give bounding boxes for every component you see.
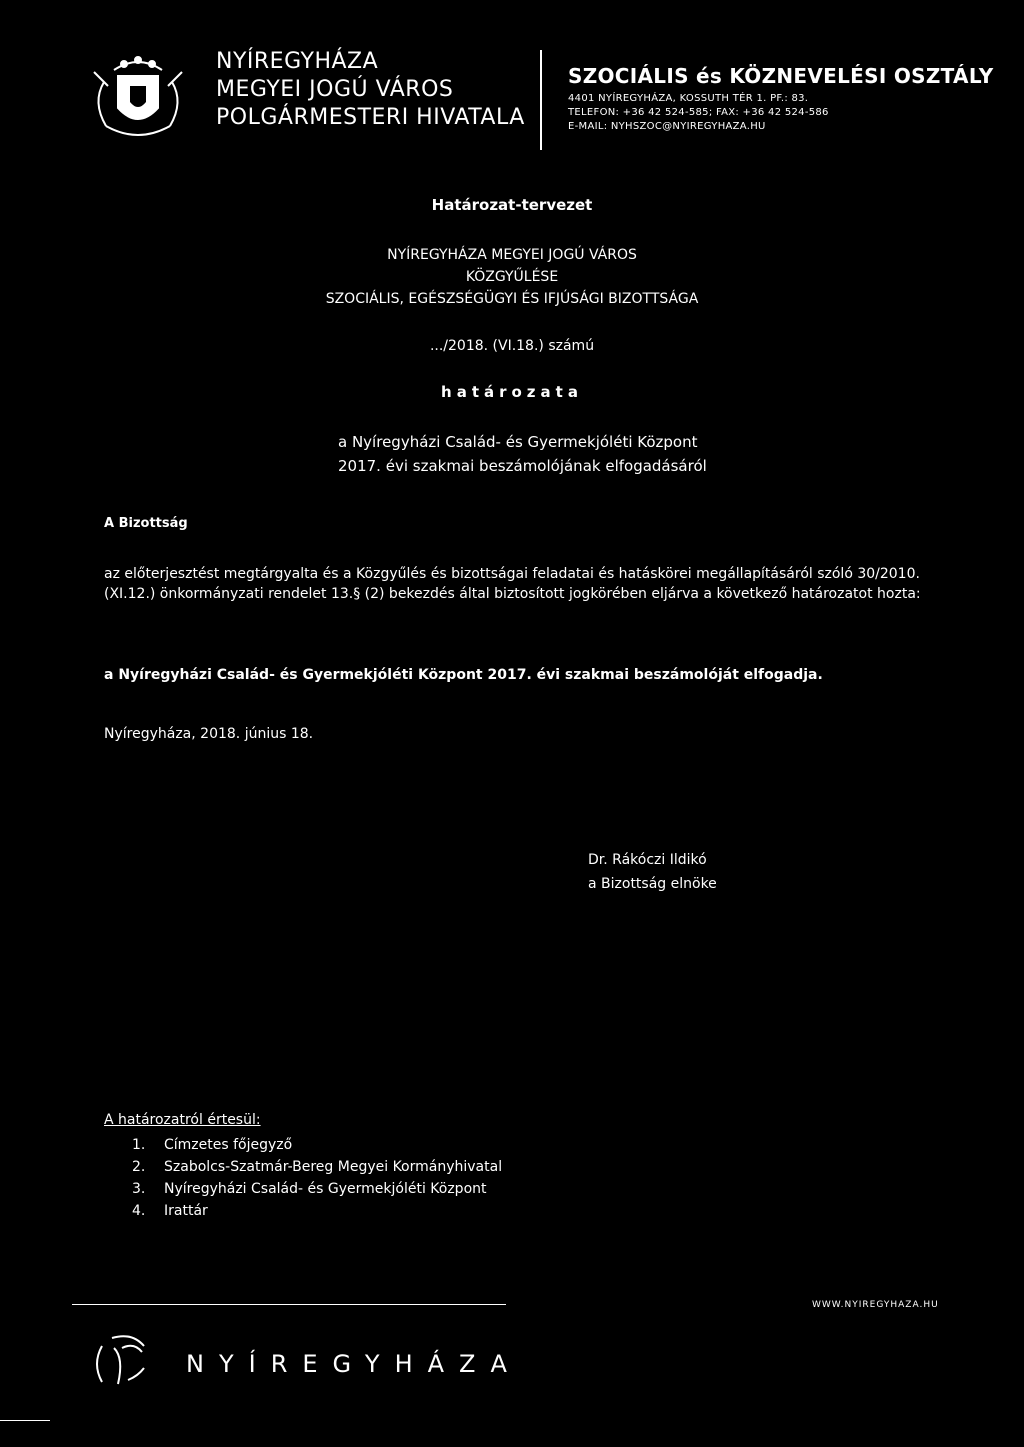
department-title: SZOCIÁLIS és KÖZNEVELÉSI OSZTÁLY [568,64,994,88]
department-address: 4401 NYÍREGYHÁZA, KOSSUTH TÉR 1. PF.: 83. [568,93,809,104]
body-text: az előterjesztést megtárgyalta és a Közgyűlés és bizottságai feladatai és hatáskörei megállapításáról szóló 30/2010.(XI.12.) önkormányzati rendelet 13.§ (2) bekezdés által biztosított jogkörében eljárva a következő határozatot hozta: [104,566,921,602]
bottom-edge-mark [0,1420,50,1421]
org-line-3: POLGÁRMESTERI HIVATALA [216,105,525,130]
nyiregyhaza-logo-icon [88,1318,148,1396]
list-item: 4. Irattár [132,1203,208,1219]
subject-line-1: a Nyíregyházi Család- és Gyermekjóléti Központ [338,433,698,451]
org-line-2: MEGYEI JOGÚ VÁROS [216,77,454,102]
footer-wordmark: NYÍREGYHÁZA [186,1350,522,1378]
department-phone: TELEFON: +36 42 524-585; FAX: +36 42 524-586 [568,107,829,118]
organization-name [216,48,525,132]
org-line-1: NYÍREGYHÁZA [216,49,379,74]
body-heading: A Bizottság [104,516,188,531]
issuer-committee: SZOCIÁLIS, EGÉSZSÉGÜGYI ÉS IFJÚSÁGI BIZOTTSÁGA [325,291,699,307]
decision-text: a Nyíregyházi Család- és Gyermekjóléti Központ 2017. évi szakmai beszámolóját elfogadja. [104,667,823,683]
department-block [568,64,994,134]
resolution-word: határozata [441,383,583,401]
header-divider [540,50,542,150]
signature-block [588,848,717,896]
resolution-subject [338,430,707,478]
draft-label: Határozat-tervezet [431,196,593,214]
subject-line-2: 2017. évi szakmai beszámolójának elfogadásáról [338,457,707,475]
list-item: 3. Nyíregyházi Család- és Gyermekjóléti Központ [132,1181,487,1197]
issuer-city: NYÍREGYHÁZA MEGYEI JOGÚ VÁROS [387,247,637,263]
department-email: E-MAIL: NYHSZOC@NYIREGYHAZA.HU [568,121,766,132]
signer-title: a Bizottság elnöke [588,876,717,892]
place-date: Nyíregyháza, 2018. június 18. [104,726,314,742]
footer-website: WWW.NYIREGYHAZA.HU [812,1300,939,1310]
coat-of-arms-icon [84,52,192,148]
resolution-number: .../2018. (VI.18.) számú [429,338,595,354]
distribution-title: A határozatról értesül: [104,1112,261,1128]
list-item: 2. Szabolcs-Szatmár-Bereg Megyei Kormányhivatal [132,1159,503,1175]
issuer-block [0,244,1024,310]
distribution-list [104,1134,502,1222]
footer-rule [72,1304,506,1305]
list-item: 1. Címzetes főjegyző [132,1137,293,1153]
signer-name: Dr. Rákóczi Ildikó [588,852,707,868]
issuer-assembly: KÖZGYŰLÉSE [465,269,559,285]
